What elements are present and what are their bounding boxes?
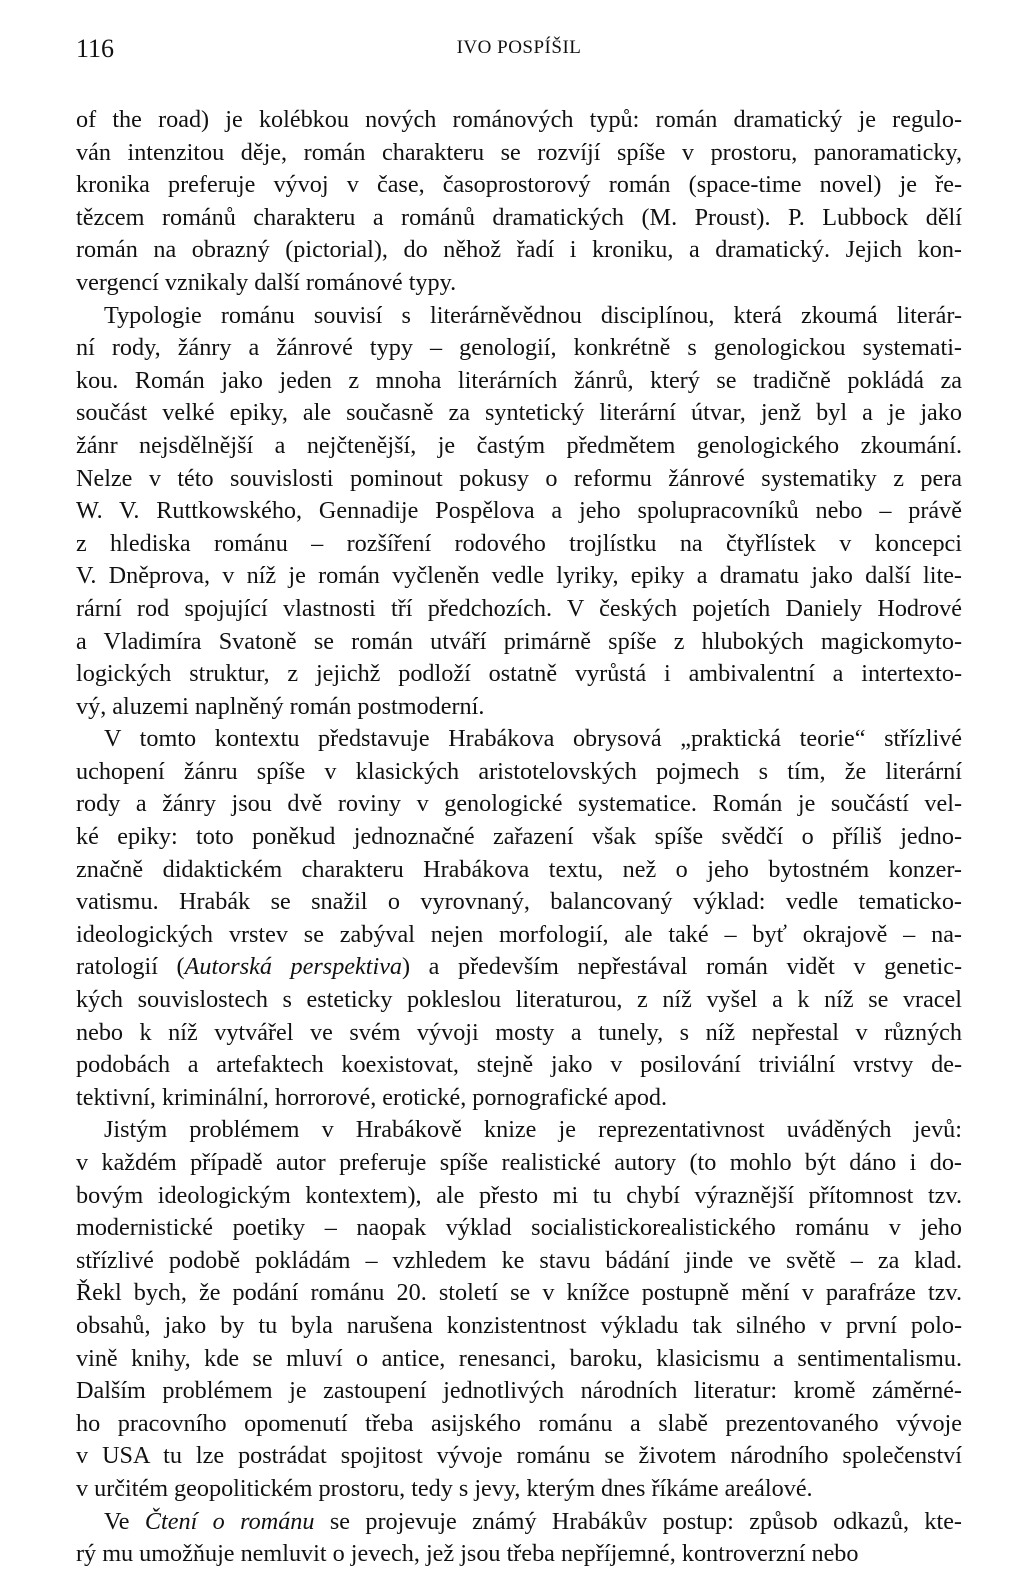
text-line: ní rody, žánry a žánrové typy – genologií, konkrétně s genologickou systemati- — [76, 334, 962, 362]
text-line: značně didaktickém charakteru Hrabákova textu, než o jeho bytostném konzer- — [76, 855, 962, 883]
text-line: tězcem románů charakteru a románů dramatických (M. Proust). P. Lubbock dělí — [76, 203, 962, 231]
text-line: kých souvislostech s esteticky pokleslou literaturou, z níž vyšel a k níž se vracel — [76, 986, 962, 1014]
paragraph — [76, 1114, 962, 1505]
text-line: W. V. Ruttkowského, Gennadije Pospělova a jeho spolupracovníků nebo – právě — [76, 497, 962, 525]
paragraph — [76, 723, 962, 1114]
paragraph — [76, 300, 962, 724]
text-line: of the road) je kolébkou nových románových typů: román dramatický je regulo- — [76, 106, 962, 133]
text-line: ideologických vrstev se zabýval nejen morfologií, ale také – byť okrajově – na- — [76, 920, 962, 948]
text-line: kronika preferuje vývoj v čase, časoprostorový román (space-time novel) je ře- — [76, 171, 962, 199]
text-line: Jistým problémem v Hrabákově knize je reprezentativnost uváděných jevů: — [104, 1116, 962, 1144]
text-line: ho pracovního opomenutí třeba asijského románu a slabě prezentovaného vývoje — [76, 1409, 962, 1437]
text-line: tektivní, kriminální, horrorové, erotické, pornografické apod. — [76, 1083, 668, 1111]
body-text — [76, 104, 962, 1571]
text-line: vý, aluzemi naplněný román postmoderní. — [76, 692, 485, 720]
text-line: vergencí vznikaly další románové typy. — [76, 268, 457, 296]
page-number: 116 — [76, 34, 115, 63]
text-line: vině knihy, kde se mluví o antice, renesanci, baroku, klasicismu a sentimentalismu. — [76, 1344, 962, 1372]
italic-title: Autorská perspektiva — [184, 953, 403, 981]
text-line: obsahů, jako by tu byla narušena konzistentnost výkladu tak silného v první polo- — [76, 1311, 962, 1339]
text-line: ratologií (Autorská perspektiva) a především nepřestával román vidět v genetic- — [76, 953, 962, 981]
text-line: Ve Čtení o románu se projevuje známý Hrabákův postup: způsob odkazů, kte- — [104, 1507, 962, 1535]
text-line: nebo k níž vytvářel ve svém vývoji mosty a tunely, s níž nepřestal v různých — [76, 1018, 962, 1046]
text-line: rody a žánry jsou dvě roviny v genologické systematice. Román je součástí vel- — [76, 790, 962, 818]
text-line: v USA tu lze postrádat spojitost vývoje románu se životem národního společenství — [76, 1442, 962, 1470]
text-line: kou. Román jako jeden z mnoha literárních žánrů, který se tradičně pokládá za — [76, 366, 962, 394]
paragraph — [76, 1506, 962, 1571]
text-line: Nelze v této souvislosti pominout pokusy o reformu žánrové systematiky z pera — [76, 464, 962, 492]
page — [76, 22, 962, 1571]
text-line: uchopení žánru spíše v klasických aristotelovských pojmech s tím, že literární — [76, 757, 962, 785]
text-line: žánr nejsdělnější a nejčtenější, je častým předmětem genologického zkoumání. — [76, 431, 962, 459]
text-line: Dalším problémem je zastoupení jednotlivých národních literatur: kromě záměrné- — [76, 1377, 962, 1405]
text-line: podobách a artefaktech koexistovat, stejně jako v posilování triviální vrstvy de- — [76, 1051, 962, 1079]
text-line: rární rod spojující vlastnosti tří předchozích. V českých pojetích Daniely Hodrové — [76, 594, 962, 622]
text-line: vatismu. Hrabák se snažil o vyrovnaný, balancovaný výklad: vedle tematicko- — [76, 888, 962, 916]
text-line: v určitém geopolitickém prostoru, tedy s jevy, kterým dnes říkáme areálové. — [76, 1474, 813, 1502]
text-line: z hlediska románu – rozšíření rodového trojlístku na čtyřlístek v koncepci — [76, 529, 962, 557]
text-line: střízlivé podobě pokládám – vzhledem ke stavu bádání jinde ve světě – za klad. — [76, 1246, 962, 1274]
running-head-author: IVO POSPÍŠIL — [456, 37, 582, 58]
running-header — [76, 22, 962, 62]
text-line: V. Dněprova, v níž je román vyčleněn vedle lyriky, epiky a dramatu jako další lite- — [76, 562, 962, 590]
paragraph — [76, 104, 962, 300]
text-line: součást velké epiky, ale současně za syntetický literární útvar, jenž byl a je jako — [76, 399, 962, 427]
text-line: román na obrazný (pictorial), do něhož řadí i kroniku, a dramatický. Jejich kon- — [76, 236, 962, 264]
text-line: v každém případě autor preferuje spíše realistické autory (to mohlo být dáno i do- — [76, 1149, 962, 1176]
text-line: logických struktur, z jejichž podloží ostatně vyrůstá i ambivalentní a intertexto- — [76, 660, 962, 688]
text-line: modernistické poetiky – naopak výklad socialistickorealistického románu v jeho — [76, 1214, 962, 1242]
text-line: bovým ideologickým kontextem), ale přesto mi tu chybí výraznější přítomnost tzv. — [76, 1181, 962, 1209]
text-line: rý mu umožňuje nemluvit o jevech, jež jsou třeba nepříjemné, kontroverzní nebo — [76, 1540, 859, 1568]
text-line: ván intenzitou děje, román charakteru se rozvíjí spíše v prostoru, panoramaticky, — [76, 138, 962, 166]
text-line: V tomto kontextu představuje Hrabákova obrysová „praktická teorie“ střízlivé — [104, 725, 962, 753]
italic-title: Čtení o románu — [144, 1507, 315, 1535]
text-line: ké epiky: toto poněkud jednoznačné zařazení však spíše svědčí o příliš jedno- — [76, 823, 962, 851]
text-line: Řekl bych, že podání románu 20. století se v knížce postupně mění v parafráze tzv. — [76, 1279, 962, 1307]
text-line: a Vladimíra Svatoně se román utváří primárně spíše z hlubokých magickomyto- — [76, 627, 962, 655]
text-line: Typologie románu souvisí s literárněvědnou disciplínou, která zkoumá literár- — [104, 301, 962, 329]
